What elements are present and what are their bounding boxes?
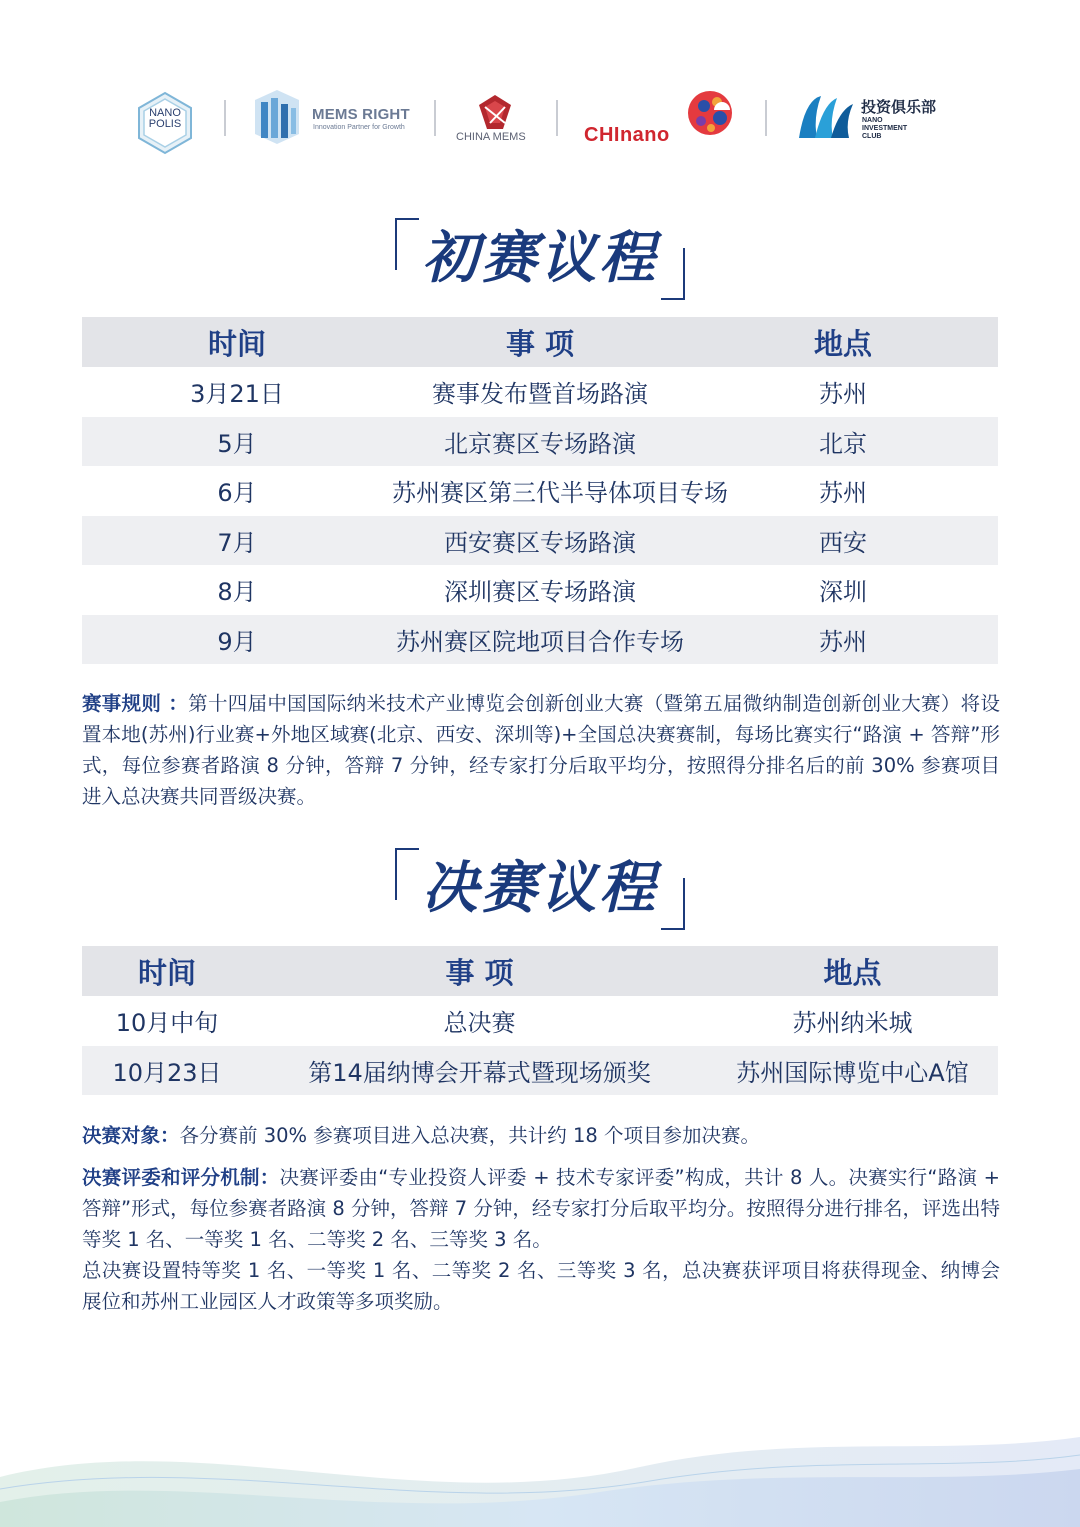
final-target: [82, 1120, 1000, 1151]
mems-right-tagline: Innovation Partner for Growth: [313, 124, 405, 131]
judging-text: 决赛评委由“专业投资人评委 + 技术专家评委”构成，共计 8 人。决赛实行“路演 + 答辩”形式，每位参赛者路演 8 分钟，答辩 7 分钟，经专家打分后取平均分。按照得分进行排名，评选出特等奖 1 名、一等奖 1 名、二等奖 2 名、三等奖 3 名。: [82, 1166, 1000, 1251]
cell-time: 5月: [82, 417, 392, 467]
table-row: [82, 615, 998, 665]
final-title-block: [395, 848, 685, 930]
cell-event: 西安赛区专场路演: [392, 516, 688, 566]
column-header-place: 地点: [688, 317, 998, 367]
china-mems-wordmark: CHINA MEMS: [456, 131, 526, 143]
chinano-logo-icon: [684, 88, 736, 138]
cell-event: 赛事发布暨首场路演: [432, 380, 648, 409]
cell-time: 7月: [82, 516, 392, 566]
table-row: [82, 1046, 998, 1096]
cell-place: 苏州国际博览中心A馆: [707, 1046, 998, 1096]
nano-investment-club-logo-icon: [795, 90, 857, 144]
mems-right-logo-icon: [247, 86, 307, 148]
nanopolis-wordmark: NANO POLIS: [148, 107, 182, 130]
prelim-schedule-table: [82, 317, 998, 664]
cell-place: 苏州: [688, 615, 998, 665]
prelim-title: 初赛议程: [422, 226, 658, 291]
table-row: [82, 367, 998, 417]
cell-event: 北京赛区专场路演: [392, 417, 688, 467]
logo-divider: [556, 100, 558, 136]
logo-divider: [434, 100, 436, 136]
cell-event: 第14届纳博会开幕式暨现场颁奖: [252, 1046, 707, 1096]
final-schedule-table: [82, 946, 998, 1095]
cell-event: 苏州赛区院地项目合作专场: [392, 615, 688, 665]
cell-place: 苏州: [819, 380, 867, 409]
cell-event: 深圳赛区专场路演: [444, 578, 636, 607]
table-row: [82, 565, 998, 615]
cell-time: 6月: [217, 479, 257, 508]
prelim-title-block: [395, 218, 685, 300]
cell-event: 苏州赛区第三代半导体项目专场: [392, 479, 728, 508]
cell-time: 3月21日: [190, 380, 284, 409]
mems-right-wordmark: MEMS RIGHT: [312, 106, 410, 123]
chinano-wordmark: CHInano: [584, 124, 670, 146]
table-row: [82, 417, 998, 467]
column-header-time: 时间: [82, 317, 392, 367]
table-header-row: [82, 946, 998, 996]
china-mems-logo-icon: [475, 93, 515, 131]
cell-place: 北京: [688, 417, 998, 467]
final-judging: [82, 1162, 1000, 1255]
rules-label: 赛事规则 ：: [82, 692, 189, 715]
cell-time: 8月: [217, 578, 257, 607]
awards-text: 总决赛设置特等奖 1 名、一等奖 1 名、二等奖 2 名、三等奖 3 名，总决赛获评项目将获得现金、纳博会展位和苏州工业园区人才政策等多项奖励。: [82, 1259, 1000, 1313]
cell-time: 10月中旬: [115, 1009, 219, 1038]
final-awards: [82, 1255, 1000, 1317]
nano-investment-club-cn: 投资俱乐部: [861, 98, 937, 116]
column-header-place: 地点: [707, 946, 998, 996]
cell-time: 10月23日: [82, 1046, 252, 1096]
target-text: 各分赛前 30% 参赛项目进入总决赛，共计约 18 个项目参加决赛。: [179, 1124, 760, 1147]
cell-event: 总决赛: [443, 1009, 516, 1038]
prelim-rules: [82, 688, 1000, 812]
column-header-event: 事 项: [392, 317, 688, 367]
table-header-row: [82, 317, 998, 367]
logo-divider: [765, 100, 767, 136]
table-row: [82, 516, 998, 566]
rules-text: 第十四届中国国际纳米技术产业博览会创新创业大赛（暨第五届微纳制造创新创业大赛）将设置本地(苏州)行业赛+外地区域赛(北京、西安、深圳等)+全国总决赛赛制，每场比赛实行“路演 + 答辩”形式，每位参赛者路演 8 分钟，答辩 7 分钟，经专家打分后取平均分，按照得分排名后的前 30% 参赛项目进入总决赛共同晋级决赛。: [82, 692, 1000, 808]
table-row: [82, 466, 998, 516]
cell-time: 9月: [82, 615, 392, 665]
cell-place: 苏州纳米城: [792, 1009, 913, 1038]
judging-label: 决赛评委和评分机制：: [82, 1166, 280, 1189]
final-title: 决赛议程: [422, 856, 658, 921]
column-header-event: 事 项: [252, 946, 707, 996]
logo-divider: [224, 100, 226, 136]
cell-place: 深圳: [819, 578, 867, 607]
table-row: [82, 996, 998, 1046]
cell-place: 苏州: [819, 479, 867, 508]
nano-investment-club-en: NANO INVESTMENT CLUB: [862, 117, 908, 140]
cell-place: 西安: [688, 516, 998, 566]
target-label: 决赛对象：: [82, 1124, 180, 1147]
column-header-time: 时间: [82, 946, 252, 996]
decorative-wave: [0, 1407, 1080, 1527]
